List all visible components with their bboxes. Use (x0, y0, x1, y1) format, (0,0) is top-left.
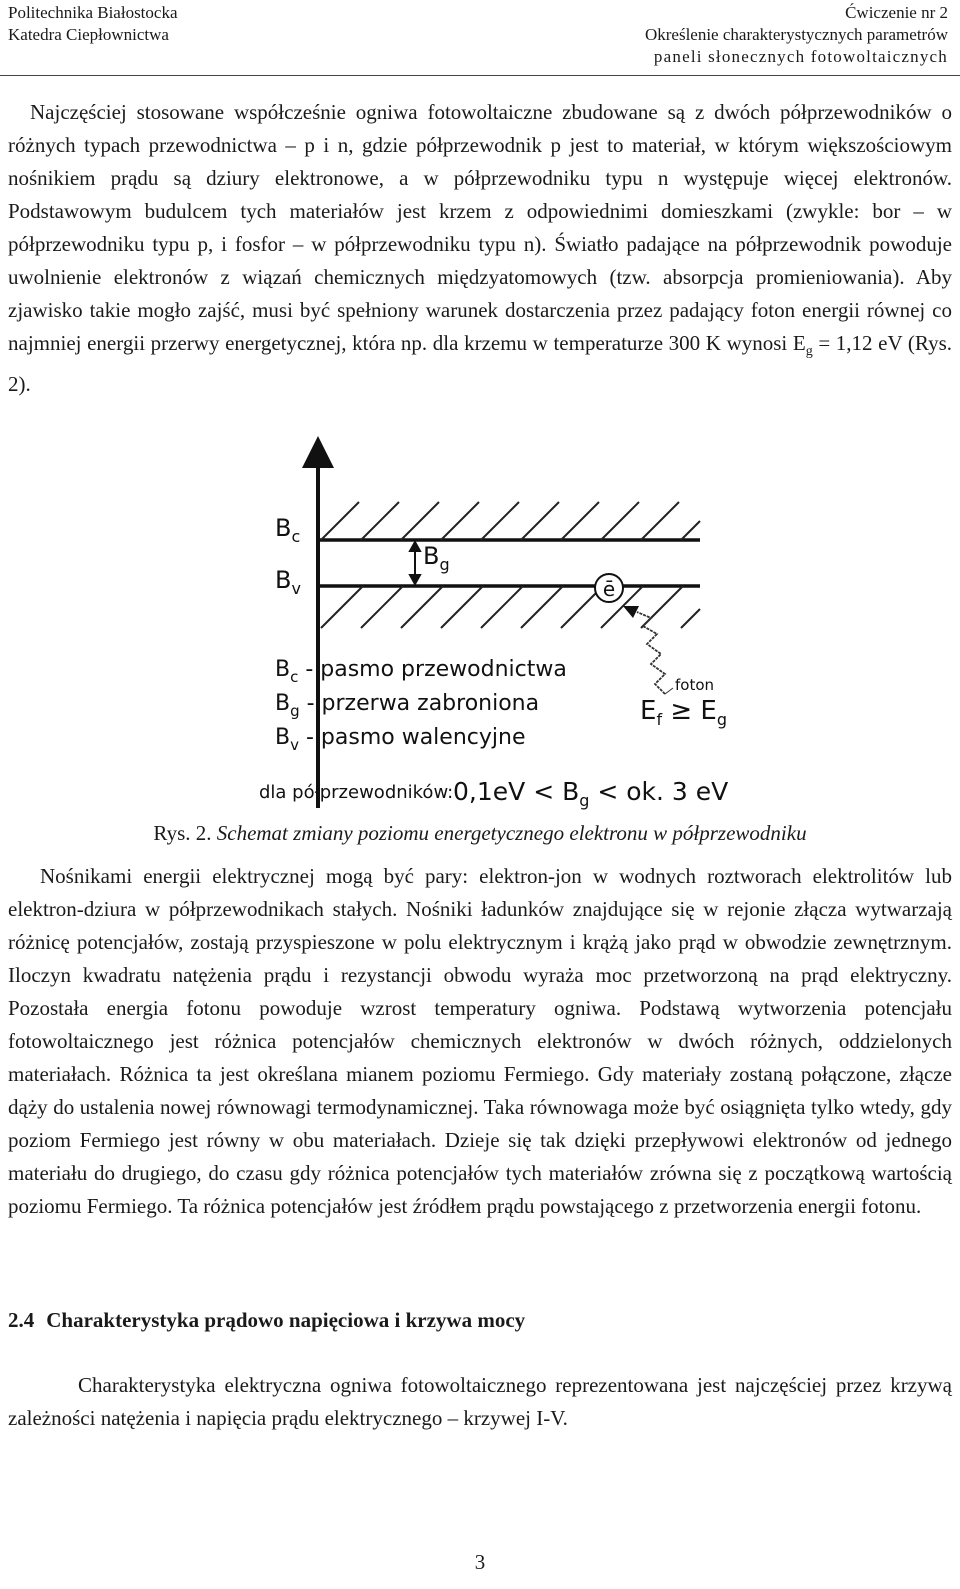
page-number: 3 (474, 1550, 486, 1574)
exercise-title-line1: Określenie charakterystycznych parametrów (644, 25, 948, 44)
bg-label: $B_g$ (423, 542, 450, 574)
legend-valence: $B_v$ - pasmo walencyjne (275, 725, 526, 754)
exercise-number: Ćwiczenie nr 2 (845, 3, 948, 22)
ef-eg-relation: $E_f \ge E_g$ (640, 696, 727, 729)
bv-label: $B_v$ (275, 566, 301, 598)
intro-paragraph (8, 96, 952, 401)
department-name: Katedra Ciepłownictwa (8, 25, 169, 44)
conduction-band-hatching (321, 502, 700, 540)
intro-subscript: g (805, 344, 813, 360)
iv-paragraph: Charakterystyka elektryczna ogniwa fotowoltaicznego reprezentowana jest najczęściej przez krzywą zależności natężenia i napięcia prądu elektrycznego – krzywej I-V. (8, 1373, 952, 1430)
exercise-title-line2: paneli słonecznych fotowoltaicznych (653, 47, 948, 66)
page-header-right (645, 2, 948, 68)
intro-text-end: = 1,12 eV (Rys. 2). (8, 331, 952, 397)
section-heading (8, 1308, 525, 1333)
legend-conduction: $B_c$ - pasmo przewodnictwa (275, 657, 567, 686)
university-name: Politechnika Białostocka (8, 3, 178, 22)
section-number: 2.4 (8, 1308, 35, 1332)
electron-label: ē (602, 577, 616, 601)
legend-gap: $B_g$ - przerwa zabroniona (275, 691, 540, 720)
caption-prefix: Rys. 2. (153, 821, 212, 845)
photon-arrowhead (623, 606, 639, 618)
caption-title: Schemat zmiany poziomu energetycznego elektronu w półprzewodniku (216, 821, 807, 845)
page-header-left (8, 2, 178, 46)
band-gap-arrow (410, 542, 420, 584)
energy-axis (302, 436, 334, 808)
photon-label: foton (675, 676, 715, 694)
carriers-paragraph: Nośnikami energii elektrycznej mogą być pary: elektron-jon w wodnych roztworach elektrolitów lub elektron-dziura w półprzewodnikach stałych. Nośniki ładunków znajdujące się w rejonie złącza wytwarzają różnicę potencjałów, zostają przyspieszone w polu elektrycznym i krążą jako prąd w obwodzie zewnętrznym. Iloczyn kwadratu natężenia prądu i rezystancji obwodu wyraża moc przetworzoną na prąd elektryczny. Pozostała energia fotonu powoduje wzrost temperatury ogniwa. Podstawą wytworzenia potencjału fotowoltaicznego jest różnica potencjałów chemicznych elektronów w dwóch różnych, oddzielonych materiałach. Różnica ta jest określana mianem poziomu Fermiego. Gdy materiały zostaną połączone, złącze dąży do ustalenia nowej równowagi termodynamicznej. Taka równowaga może być osiągnięta tylko wtedy, gdy poziom Fermiego jest równy w obu materiałach. Dzieje się tak dzięki przepływowi elektronów od jednego materiału do drugiego, do czasu gdy różnica potencjałów tych materiałów zrówna się z początkową wartością poziomu Fermiego. Ta różnica potencjałów jest źródłem prądu powstającego z przetworzenia energii fotonu. (8, 864, 952, 1218)
figure-caption (0, 820, 960, 846)
intro-text: Najczęściej stosowane współcześnie ogniwa fotowoltaiczne zbudowane są z dwóch półprzewodników o różnych typach przewodnictwa – p i n, gdzie półprzewodnik p jest to materiał, w którym większościowym nośnikiem prądu są dziury elektronowe, a w półprzewodniku typu n występuje więcej elektronów. Podstawowym budulcem tych materiałów jest krzem z odpowiednimi domieszkami (zwykle: bor – w półprzewodniku typu p, i fosfor – w półprzewodniku typu n). Światło padające na półprzewodnik powoduje uwolnienie elektronów z wiązań chemicznych międzyatomowych (tzw. absorpcja promieniowania). Aby zjawisko takie mogło zajść, musi być spełniony warunek dostarczenia przez padający foton energii równej co najmniej energii przerwy energetycznej, która np. dla krzemu w temperaturze 300 K wynosi E (8, 100, 952, 355)
section-title: Charakterystyka prądowo napięciowa i krzywa mocy (46, 1308, 526, 1332)
semiconductor-range-label: dla półprzewodników: (259, 782, 454, 803)
semiconductor-range-expression: $0,1eV < B_g$ < ok. 3 eV (453, 777, 729, 810)
photon-leader (665, 688, 673, 694)
header-divider (0, 75, 960, 76)
bc-label: $B_c$ (275, 514, 301, 546)
valence-band-hatching (321, 586, 700, 628)
photon-wave (637, 612, 665, 694)
energy-band-diagram (255, 436, 755, 816)
